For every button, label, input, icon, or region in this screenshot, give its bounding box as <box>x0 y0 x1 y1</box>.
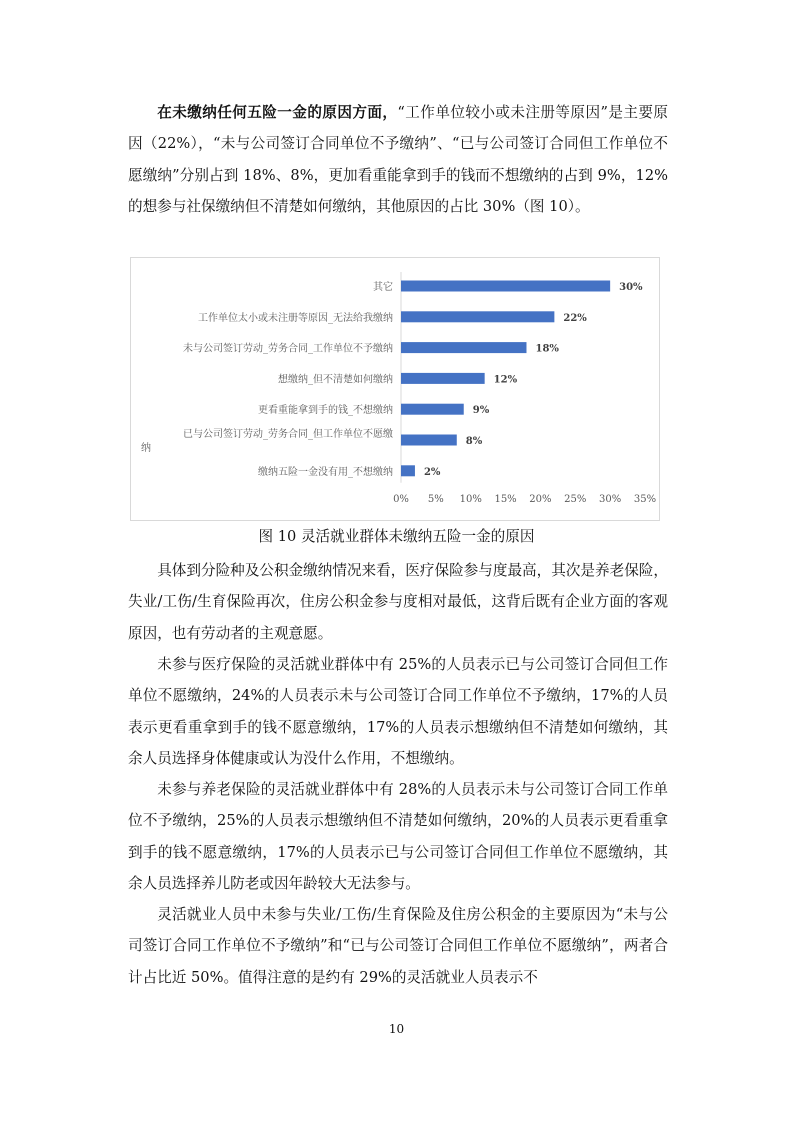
bar-4 <box>401 404 464 415</box>
category-label-3: 想缴纳_但不清楚如何缴纳 <box>278 374 393 386</box>
value-label-5: 8% <box>465 436 483 447</box>
chart-canvas <box>131 258 659 520</box>
x-tick-label-1: 5% <box>427 494 444 505</box>
paragraph-insurance-overview: 具体到分险种及公积金缴纳情况来看，医疗保险参与度最高，其次是养老保险，失业/工伤/生育保险再次，住房公积金参与度相对最低，这背后既有企业方面的客观原因，也有劳动者的主观意愿。 <box>128 562 668 642</box>
category-label-4: 更看重能拿到手的钱_不想缴纳 <box>258 405 393 417</box>
paragraph-reasons-summary <box>128 97 668 222</box>
x-tick-label-5: 25% <box>564 494 587 505</box>
paragraph-body: “工作单位较小或未注册等原因”是主要原因（22%），“未与公司签订合同单位不予缴纳”、“已与公司签订合同但工作单位不愿缴纳”分别占到 18%、8%，更加看重能拿到手的钱而不想缴纳的占到 9%，12%的想参与社保缴纳但不清楚如何缴纳，其他原因的占比 30%（图 10）。 <box>128 104 668 215</box>
bar-1 <box>401 311 554 322</box>
x-tick-label-4: 20% <box>529 494 552 505</box>
paragraph-pension-insurance: 未参与养老保险的灵活就业群体中有 28%的人员表示未与公司签订合同工作单位不予缴纳，25%的人员表示想缴纳但不清楚如何缴纳，20%的人员表示更看重拿到手的钱不愿意缴纳，17%的人员表示已与公司签订合同但工作单位不愿缴纳，其余人员选择养儿防老或因年龄较大无法参与。 <box>128 781 668 892</box>
x-tick-label-7: 35% <box>633 494 657 505</box>
value-label-4: 9% <box>472 405 490 417</box>
bar-5 <box>401 435 457 446</box>
x-tick-label-2: 10% <box>459 494 482 505</box>
category-label-5-line-1: 纳 <box>141 443 151 454</box>
figure-caption: 图 10 灵活就业群体未缴纳五险一金的原因 <box>258 528 535 545</box>
category-label-6: 缴纳五险一金没有用_不想缴纳 <box>258 466 393 478</box>
paragraph-medical-insurance: 未参与医疗保险的灵活就业群体中有 25%的人员表示已与公司签订合同但工作单位不愿缴纳，24%的人员表示未与公司签订合同工作单位不予缴纳，17%的人员表示更看重拿到手的钱不愿意缴纳，17%的人员表示想缴纳但不清楚如何缴纳，其余人员选择身体健康或认为没什么作用，不想缴纳。 <box>128 656 668 767</box>
category-label-0: 其它 <box>373 282 393 293</box>
bar-2 <box>401 342 526 353</box>
value-label-0: 30% <box>619 282 643 293</box>
bar-0 <box>401 281 610 292</box>
value-label-6: 2% <box>423 466 441 478</box>
category-label-5-line-0: 已与公司签订劳动_劳务合同_但工作单位不愿缴 <box>183 429 393 440</box>
paragraph-unemployment-housing: 灵活就业人员中未参与失业/工伤/生育保险及住房公积金的主要原因为“未与公司签订合同工作单位不予缴纳”和“已与公司签订合同但工作单位不愿缴纳”，两者合计占比近 50%。值得注意的是约有 29%的灵活就业人员表示不 <box>128 906 668 986</box>
x-tick-label-0: 0% <box>393 494 409 505</box>
reasons-bar-chart <box>130 257 660 521</box>
value-label-1: 22% <box>563 312 587 324</box>
category-label-1: 工作单位太小或未注册等原因_无法给我缴纳 <box>198 312 393 324</box>
value-label-2: 18% <box>535 343 559 355</box>
x-tick-label-3: 15% <box>494 494 517 505</box>
x-tick-label-6: 30% <box>599 494 622 505</box>
category-label-2: 未与公司签订劳动_劳务合同_工作单位不予缴纳 <box>183 343 393 355</box>
page-number: 10 <box>388 1022 405 1036</box>
paragraph-lead-bold: 在未缴纳任何五险一金的原因方面， <box>157 104 398 121</box>
value-label-3: 12% <box>493 374 518 386</box>
bar-6 <box>401 465 415 476</box>
bar-3 <box>401 373 485 384</box>
